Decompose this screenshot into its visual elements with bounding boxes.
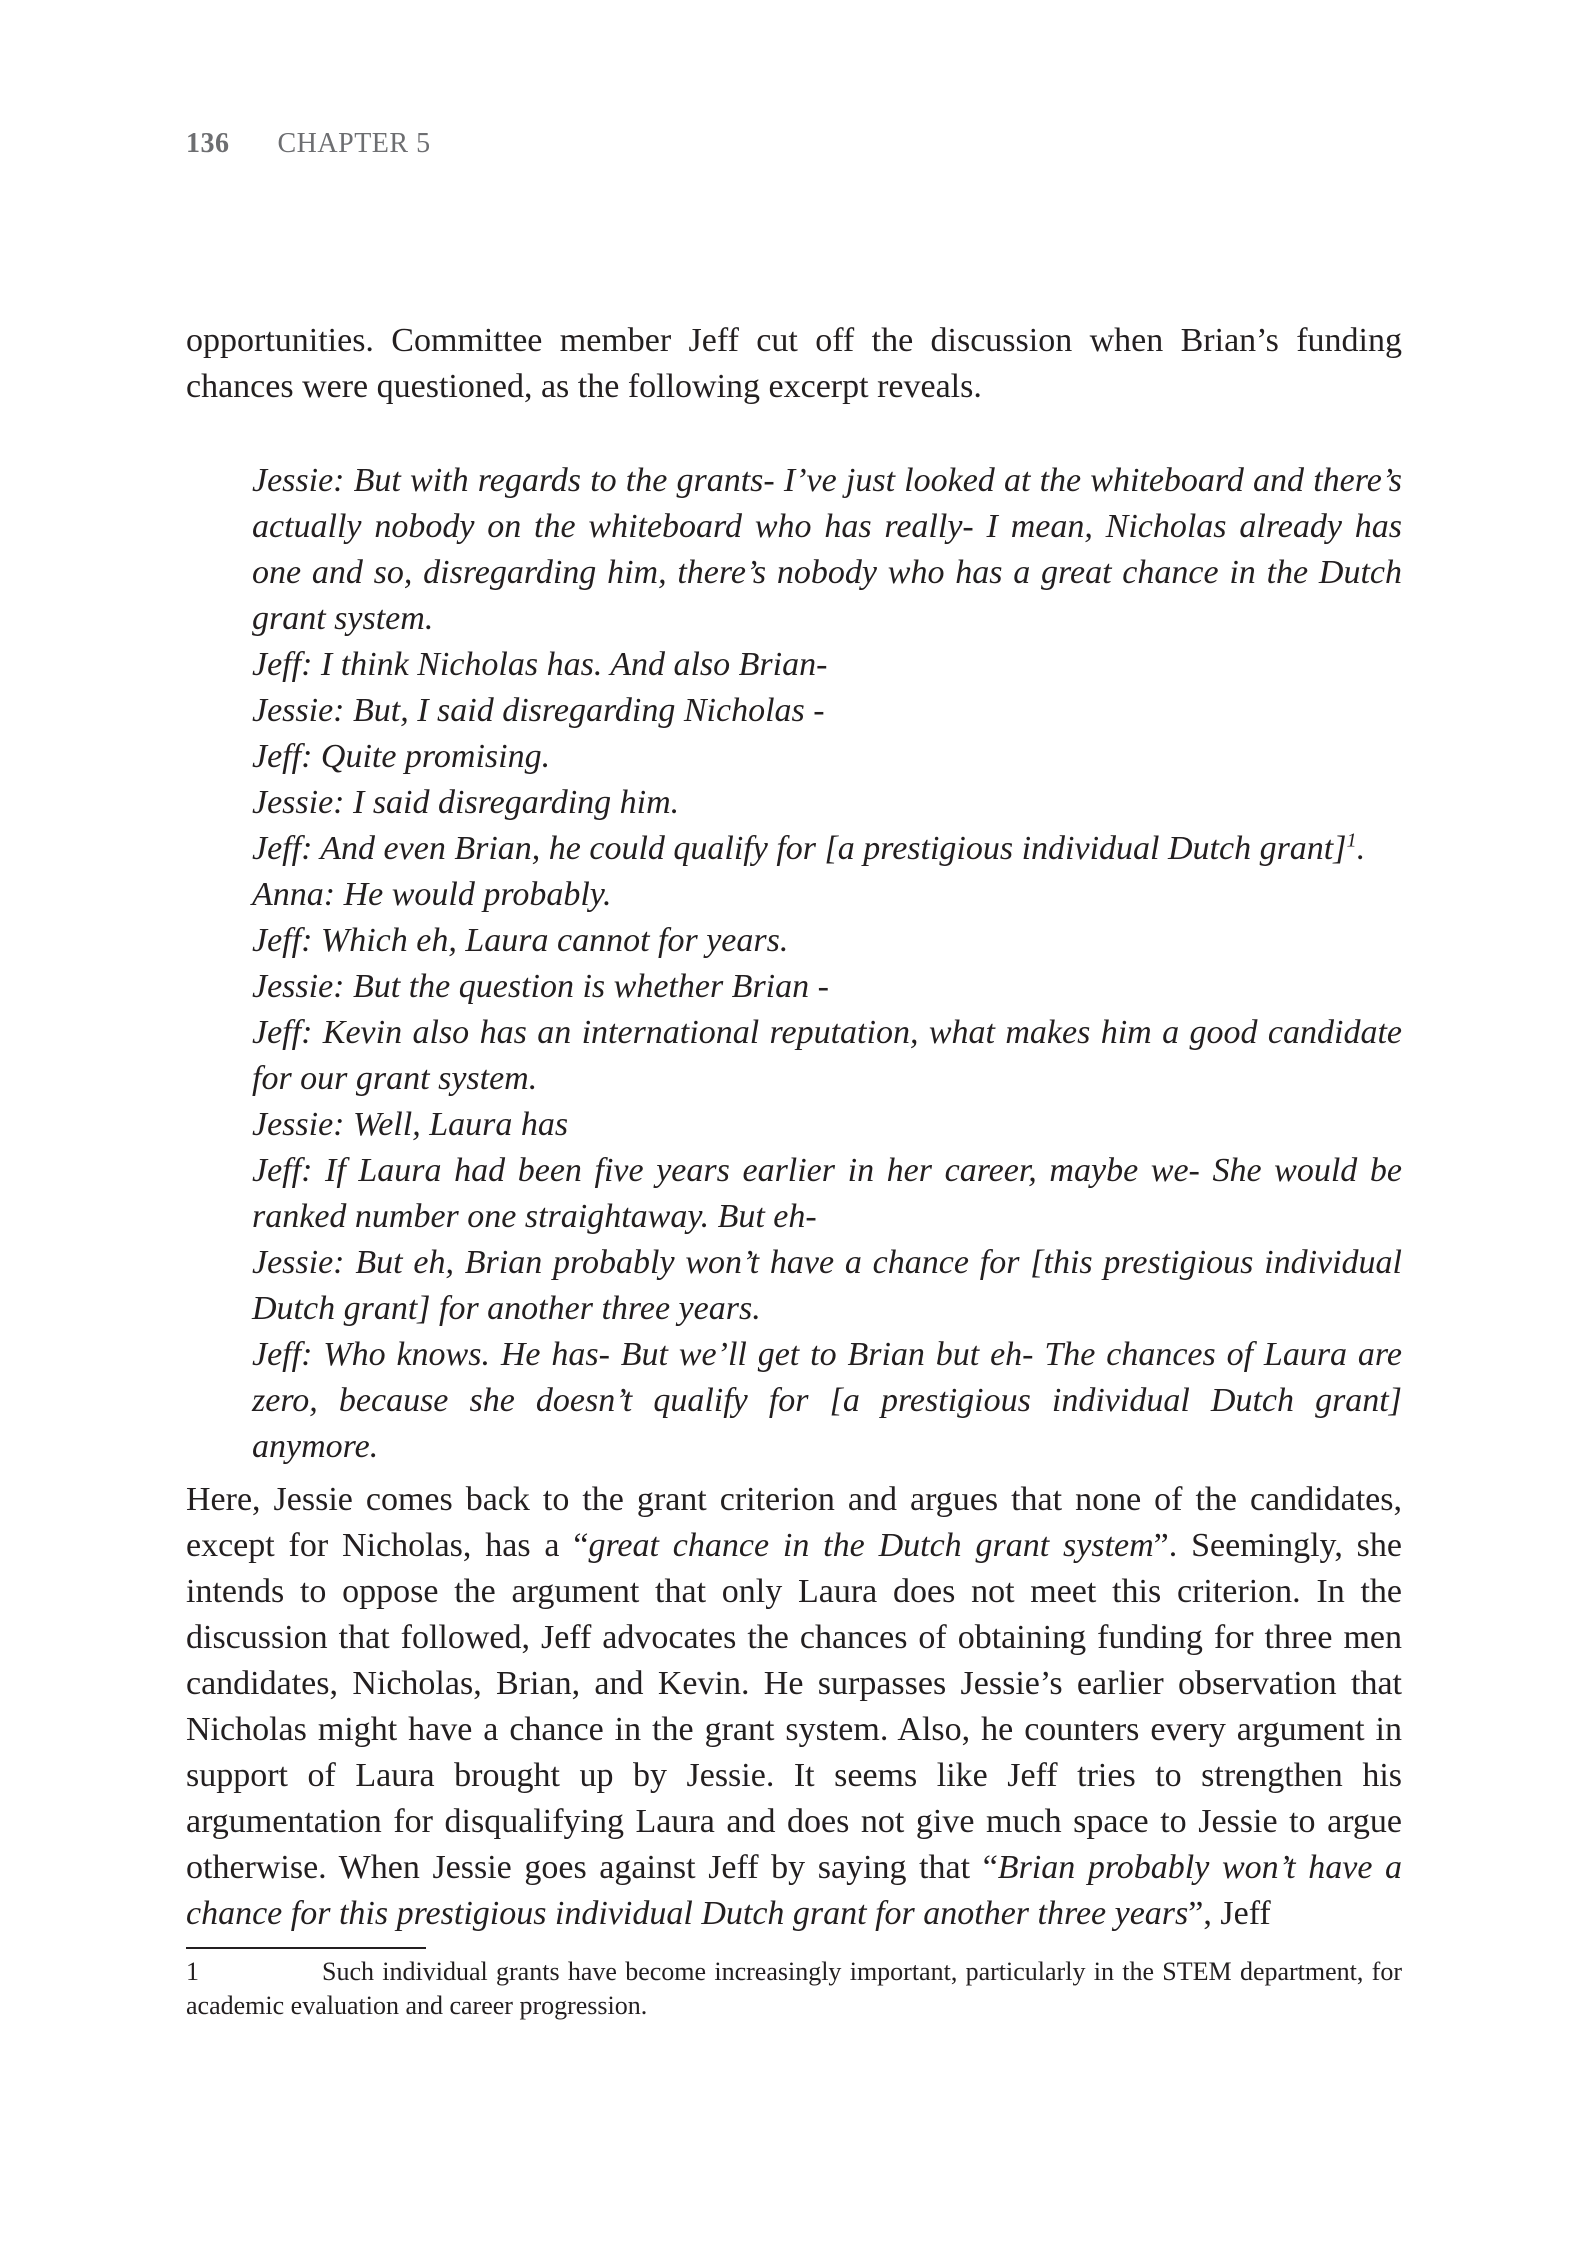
excerpt-line: Jessie: But, I said disregarding Nicholas - (252, 692, 825, 729)
paragraph-intro: opportunities. Committee member Jeff cut off the discussion when Brian’s funding chances were questioned, as the following excerpt reveals. (186, 322, 1402, 405)
analysis-quote: Brian probably won’t have a chance for this prestigious individual Dutch grant for another three years (186, 1849, 1403, 1932)
analysis-text: ”. Seemingly, she intends to oppose the argument that only Laura does not meet this criterion. In the discussion that followed, Jeff advocates the chances of obtaining funding for three men candidates, Nicholas, Brian, and Kevin. He surpasses Jessie’s earlier observation that Nicholas might have a chance in the grant system. Also, he counters every argument in support of Laura brought up by Jessie. It seems like Jeff tries to strengthen his argumentation for disqualifying Laura and does not give much space to Jessie to argue otherwise. When Jessie goes against Jeff by saying that “ (186, 1527, 1402, 1886)
interview-excerpt (252, 458, 1402, 1470)
analysis-text: ”, Jeff (1188, 1895, 1271, 1932)
footnote-text: Such individual grants have become increasingly important, particularly in the STEM department, for academic evaluation and career progression. (186, 1957, 1402, 2020)
excerpt-line: Jeff: Who knows. He has- But we’ll get to Brian but eh- The chances of Laura are zero, because she doesn’t qualify for [a prestigious individual Dutch grant] anymore. (252, 1336, 1402, 1465)
excerpt-line: Jessie: But with regards to the grants- I’ve just looked at the whiteboard and there’s actually nobody on the whiteboard who has really- I mean, Nicholas already has one and so, disregarding him, there’s nobody who has a great chance in the Dutch grant system. (252, 462, 1402, 637)
excerpt-line-text: Jeff: And even Brian, he could qualify for [a prestigious individual Dutch grant] (252, 830, 1347, 867)
excerpt-line-with-footnote (252, 826, 1402, 872)
running-head (186, 128, 431, 160)
footnote-marker: 1 (1346, 829, 1357, 852)
excerpt-line: Jeff: If Laura had been five years earlier in her career, maybe we- She would be ranked number one straightaway. But eh- (252, 1152, 1402, 1235)
excerpt-line: Jessie: But eh, Brian probably won’t have a chance for [this prestigious individual Dutch grant] for another three years. (252, 1244, 1402, 1327)
excerpt-line: Jeff: I think Nicholas has. And also Brian- (252, 646, 828, 683)
footnote (186, 1955, 1402, 2023)
excerpt-line: Jessie: But the question is whether Brian - (252, 968, 829, 1005)
analysis-text: Here, Jessie comes back to the grant criterion and argues that none of the candidates, except for Nicholas, has a “ (186, 1481, 1402, 1564)
paragraph-analysis (186, 1477, 1402, 1937)
footnote-divider (186, 1947, 426, 1949)
excerpt-line: Anna: He would probably. (252, 876, 612, 913)
page-number: 136 (186, 128, 230, 159)
analysis-quote: great chance in the Dutch grant system (588, 1527, 1154, 1564)
footnote-number: 1 (186, 1957, 199, 1986)
excerpt-line: Jeff: Quite promising. (252, 738, 551, 775)
excerpt-line: Jeff: Kevin also has an international reputation, what makes him a good candidate for our grant system. (252, 1014, 1402, 1097)
excerpt-line: Jessie: I said disregarding him. (252, 784, 680, 821)
chapter-title: CHAPTER 5 (277, 128, 431, 159)
excerpt-line-end: . (1356, 830, 1366, 867)
excerpt-line: Jeff: Which eh, Laura cannot for years. (252, 922, 789, 959)
excerpt-line: Jessie: Well, Laura has (252, 1106, 569, 1143)
